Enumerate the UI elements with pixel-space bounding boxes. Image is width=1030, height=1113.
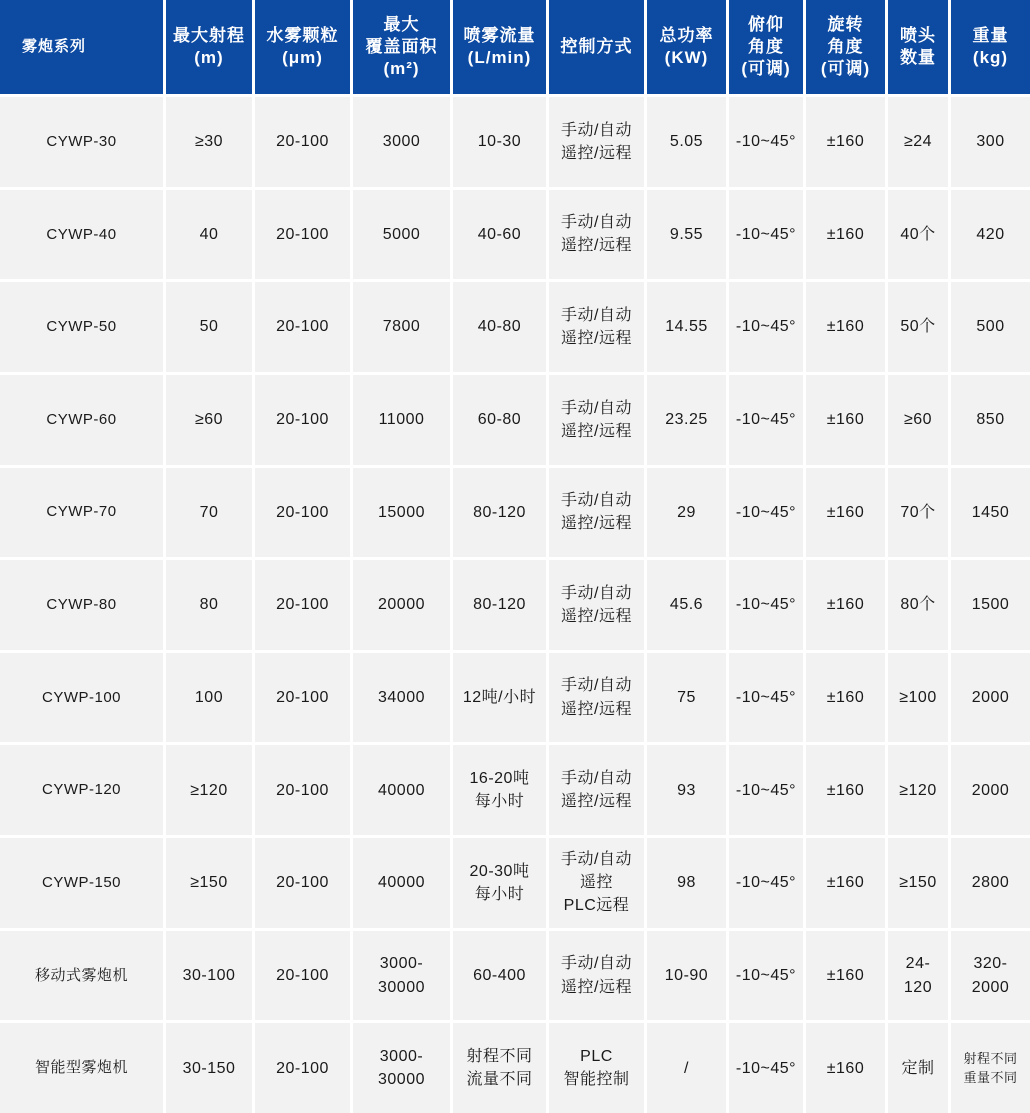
table-cell-spray-flow: 40-60 (453, 190, 546, 280)
table-cell-max-range: ≥60 (166, 375, 252, 465)
table-cell-spray-flow: 12吨/小时 (453, 653, 546, 743)
table-cell-series: CYWP-80 (0, 560, 163, 650)
table-cell-control-mode: 手动/自动 遥控 PLC远程 (549, 838, 644, 928)
table-cell-rotation-angle: ±160 (806, 931, 885, 1021)
table-cell-control-mode: 手动/自动 遥控/远程 (549, 190, 644, 280)
table-cell-nozzle-count: ≥24 (888, 97, 948, 187)
table-cell-series: CYWP-30 (0, 97, 163, 187)
table-cell-max-range: 100 (166, 653, 252, 743)
table-cell-weight: 420 (951, 190, 1030, 280)
table-cell-spray-flow: 射程不同 流量不同 (453, 1023, 546, 1113)
table-cell-spray-flow: 16-20吨 每小时 (453, 745, 546, 835)
table-cell-nozzle-count: ≥150 (888, 838, 948, 928)
table-cell-series: CYWP-100 (0, 653, 163, 743)
table-cell-max-range: ≥150 (166, 838, 252, 928)
table-cell-rotation-angle: ±160 (806, 282, 885, 372)
table-cell-weight: 2000 (951, 745, 1030, 835)
table-cell-control-mode: 手动/自动 遥控/远程 (549, 282, 644, 372)
table-cell-pitch-angle: -10~45° (729, 282, 803, 372)
table-cell-weight: 320- 2000 (951, 931, 1030, 1021)
table-cell-rotation-angle: ±160 (806, 190, 885, 280)
table-cell-droplet-size: 20-100 (255, 190, 350, 280)
table-cell-droplet-size: 20-100 (255, 282, 350, 372)
table-cell-coverage-area: 3000 (353, 97, 450, 187)
table-cell-control-mode: 手动/自动 遥控/远程 (549, 375, 644, 465)
table-cell-coverage-area: 5000 (353, 190, 450, 280)
table-cell-max-range: 70 (166, 468, 252, 558)
table-cell-weight: 850 (951, 375, 1030, 465)
header-pitch-angle: 俯仰 角度 (可调) (729, 0, 803, 94)
table-cell-droplet-size: 20-100 (255, 931, 350, 1021)
table-cell-rotation-angle: ±160 (806, 375, 885, 465)
table-cell-max-range: 50 (166, 282, 252, 372)
header-max-range: 最大射程 (m) (166, 0, 252, 94)
table-cell-weight: 1500 (951, 560, 1030, 650)
table-cell-control-mode: 手动/自动 遥控/远程 (549, 653, 644, 743)
table-cell-nozzle-count: 50个 (888, 282, 948, 372)
table-cell-coverage-area: 20000 (353, 560, 450, 650)
table-cell-coverage-area: 11000 (353, 375, 450, 465)
table-cell-droplet-size: 20-100 (255, 745, 350, 835)
table-cell-series: CYWP-120 (0, 745, 163, 835)
table-cell-pitch-angle: -10~45° (729, 838, 803, 928)
table-cell-droplet-size: 20-100 (255, 838, 350, 928)
table-cell-series: 智能型雾炮机 (0, 1023, 163, 1113)
table-cell-series: CYWP-150 (0, 838, 163, 928)
table-cell-series: CYWP-70 (0, 468, 163, 558)
table-cell-total-power: 14.55 (647, 282, 726, 372)
table-cell-weight: 1450 (951, 468, 1030, 558)
table-cell-pitch-angle: -10~45° (729, 375, 803, 465)
table-cell-total-power: 23.25 (647, 375, 726, 465)
table-cell-control-mode: 手动/自动 遥控/远程 (549, 560, 644, 650)
header-droplet-size: 水雾颗粒 (μm) (255, 0, 350, 94)
table-cell-rotation-angle: ±160 (806, 745, 885, 835)
table-cell-droplet-size: 20-100 (255, 560, 350, 650)
header-control-mode: 控制方式 (549, 0, 644, 94)
table-cell-pitch-angle: -10~45° (729, 931, 803, 1021)
table-cell-pitch-angle: -10~45° (729, 97, 803, 187)
table-cell-rotation-angle: ±160 (806, 97, 885, 187)
table-cell-weight: 2800 (951, 838, 1030, 928)
table-cell-nozzle-count: 40个 (888, 190, 948, 280)
table-cell-total-power: 5.05 (647, 97, 726, 187)
table-cell-nozzle-count: ≥100 (888, 653, 948, 743)
table-cell-control-mode: 手动/自动 遥控/远程 (549, 468, 644, 558)
table-cell-spray-flow: 40-80 (453, 282, 546, 372)
table-cell-rotation-angle: ±160 (806, 653, 885, 743)
table-cell-droplet-size: 20-100 (255, 653, 350, 743)
header-weight: 重量 (kg) (951, 0, 1030, 94)
table-cell-total-power: 75 (647, 653, 726, 743)
table-cell-coverage-area: 34000 (353, 653, 450, 743)
table-cell-weight: 300 (951, 97, 1030, 187)
table-cell-nozzle-count: 70个 (888, 468, 948, 558)
table-cell-spray-flow: 10-30 (453, 97, 546, 187)
table-cell-weight: 500 (951, 282, 1030, 372)
table-cell-spray-flow: 60-80 (453, 375, 546, 465)
table-cell-max-range: ≥120 (166, 745, 252, 835)
table-cell-spray-flow: 80-120 (453, 468, 546, 558)
table-cell-pitch-angle: -10~45° (729, 653, 803, 743)
table-cell-pitch-angle: -10~45° (729, 1023, 803, 1113)
table-cell-nozzle-count: 24- 120 (888, 931, 948, 1021)
table-cell-max-range: ≥30 (166, 97, 252, 187)
table-cell-droplet-size: 20-100 (255, 375, 350, 465)
table-cell-nozzle-count: ≥120 (888, 745, 948, 835)
table-cell-coverage-area: 40000 (353, 838, 450, 928)
header-series: 雾炮系列 (0, 0, 163, 94)
table-cell-total-power: 93 (647, 745, 726, 835)
header-nozzle-count: 喷头 数量 (888, 0, 948, 94)
table-cell-pitch-angle: -10~45° (729, 190, 803, 280)
table-cell-max-range: 80 (166, 560, 252, 650)
table-cell-coverage-area: 7800 (353, 282, 450, 372)
table-cell-droplet-size: 20-100 (255, 1023, 350, 1113)
table-cell-weight: 2000 (951, 653, 1030, 743)
header-rotation-angle: 旋转 角度 (可调) (806, 0, 885, 94)
table-cell-total-power: 29 (647, 468, 726, 558)
table-cell-pitch-angle: -10~45° (729, 745, 803, 835)
header-spray-flow: 喷雾流量 (L/min) (453, 0, 546, 94)
table-cell-coverage-area: 40000 (353, 745, 450, 835)
table-cell-total-power: 10-90 (647, 931, 726, 1021)
table-cell-rotation-angle: ±160 (806, 468, 885, 558)
table-cell-spray-flow: 80-120 (453, 560, 546, 650)
table-cell-total-power: 98 (647, 838, 726, 928)
table-cell-max-range: 30-100 (166, 931, 252, 1021)
table-cell-series: CYWP-40 (0, 190, 163, 280)
table-cell-pitch-angle: -10~45° (729, 468, 803, 558)
table-cell-coverage-area: 3000- 30000 (353, 931, 450, 1021)
table-cell-control-mode: 手动/自动 遥控/远程 (549, 97, 644, 187)
table-cell-nozzle-count: 定制 (888, 1023, 948, 1113)
table-cell-series: CYWP-50 (0, 282, 163, 372)
table-cell-max-range: 40 (166, 190, 252, 280)
table-cell-coverage-area: 3000- 30000 (353, 1023, 450, 1113)
table-cell-control-mode: 手动/自动 遥控/远程 (549, 745, 644, 835)
table-cell-series: 移动式雾炮机 (0, 931, 163, 1021)
table-cell-coverage-area: 15000 (353, 468, 450, 558)
table-cell-total-power: 9.55 (647, 190, 726, 280)
header-total-power: 总功率 (KW) (647, 0, 726, 94)
table-cell-max-range: 30-150 (166, 1023, 252, 1113)
header-coverage-area: 最大 覆盖面积 (m²) (353, 0, 450, 94)
table-cell-spray-flow: 60-400 (453, 931, 546, 1021)
table-cell-total-power: 45.6 (647, 560, 726, 650)
table-cell-total-power: / (647, 1023, 726, 1113)
table-cell-pitch-angle: -10~45° (729, 560, 803, 650)
table-cell-weight: 射程不同 重量不同 (951, 1023, 1030, 1113)
table-cell-nozzle-count: ≥60 (888, 375, 948, 465)
table-cell-spray-flow: 20-30吨 每小时 (453, 838, 546, 928)
table-cell-control-mode: PLC 智能控制 (549, 1023, 644, 1113)
table-cell-rotation-angle: ±160 (806, 1023, 885, 1113)
table-cell-series: CYWP-60 (0, 375, 163, 465)
table-cell-nozzle-count: 80个 (888, 560, 948, 650)
table-cell-rotation-angle: ±160 (806, 838, 885, 928)
table-cell-control-mode: 手动/自动 遥控/远程 (549, 931, 644, 1021)
table-cell-droplet-size: 20-100 (255, 97, 350, 187)
table-cell-droplet-size: 20-100 (255, 468, 350, 558)
table-cell-rotation-angle: ±160 (806, 560, 885, 650)
